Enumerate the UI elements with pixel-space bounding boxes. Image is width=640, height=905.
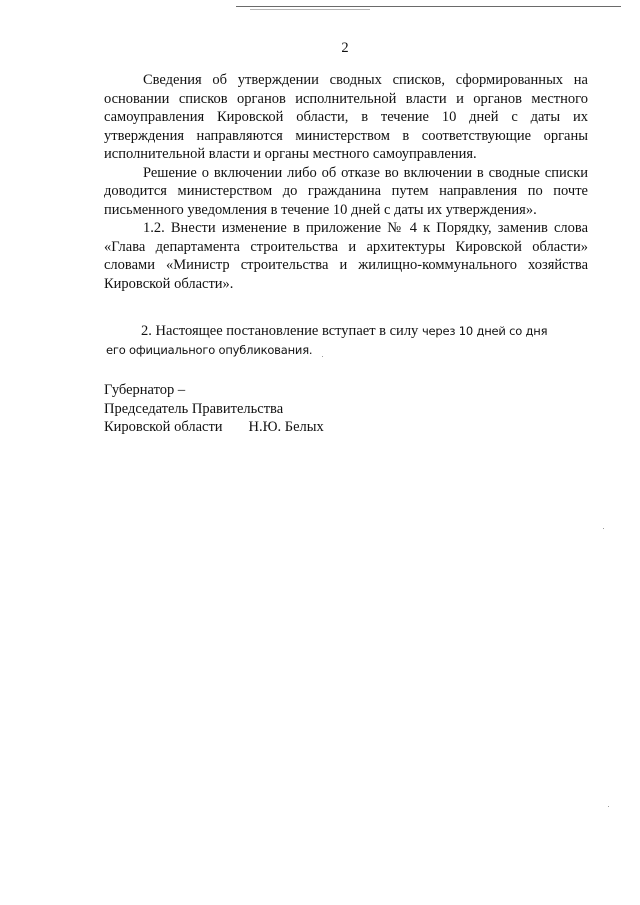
scan-speck	[603, 528, 604, 529]
paragraph-inclusion-decision: Решение о включении либо об отказе во включении в сводные списки доводится министерством до гражданина путем направления по почте письменного уведомления в течение 10 дней с даты их утверждения».	[104, 164, 588, 218]
signature-title-chairman: Председатель Правительства	[104, 400, 284, 417]
scan-speck	[322, 356, 323, 357]
effective-date-lead: 2. Настоящее постановление вступает в силу	[141, 323, 419, 339]
scan-top-rule-faint	[250, 9, 370, 10]
scan-top-rule	[236, 6, 621, 7]
signature-region: Кировской области	[104, 419, 223, 435]
signature-block	[104, 381, 324, 437]
signature-name: Н.Ю. Белых	[248, 419, 324, 435]
signature-region-line	[104, 418, 324, 437]
paragraph-effective-date	[104, 322, 594, 359]
page-number: 2	[341, 40, 349, 56]
effective-date-tail: через 10 дней со дня	[421, 324, 548, 338]
document-body	[104, 71, 588, 293]
paragraph-amendment-1-2: 1.2. Внести изменение в приложение № 4 к Порядку, заменив слова «Глава департамента строительства и архитектуры Кировской области» словами «Министр строительства и жилищно-коммунального хозяйства Кировской области».	[104, 220, 588, 292]
effective-date-line2: его официального опубликования.	[106, 342, 313, 357]
scan-speck	[608, 806, 609, 807]
signature-title-governor: Губернатор –	[104, 382, 186, 398]
paragraph-lists-approval: Сведения об утверждении сводных списков, сформированных на основании списков органов исполнительной власти и органов местного самоуправления Кировской области, в течение 10 дней с даты их утверждения направляются министерством в соответствующие органы исполнительной власти и органы местного самоуправления.	[104, 72, 588, 162]
